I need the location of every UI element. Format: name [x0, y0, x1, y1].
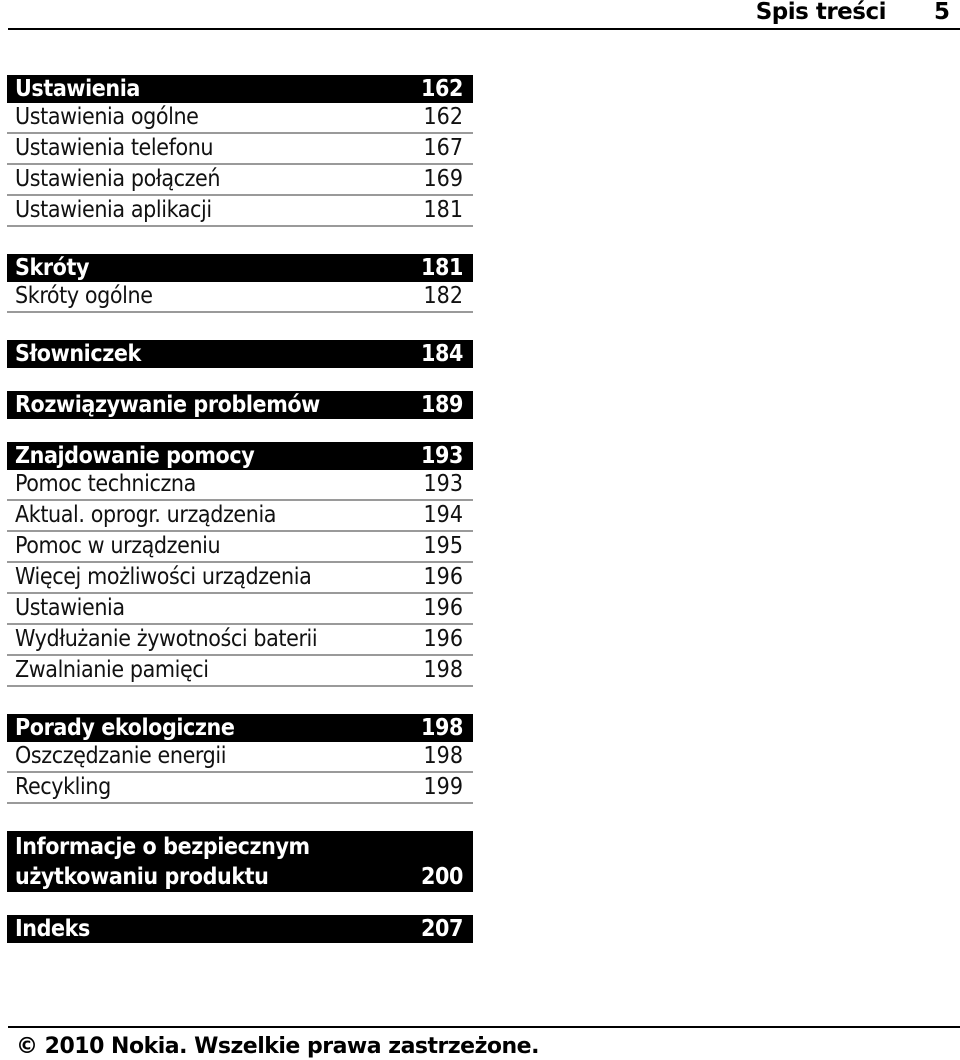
toc-heading-page: 184: [421, 341, 463, 367]
toc-heading-page: 181: [421, 255, 463, 281]
toc-entry-page: 194: [423, 502, 463, 528]
toc-entry-title: Ustawienia ogólne: [15, 104, 199, 130]
toc-entry-page: 193: [423, 471, 463, 497]
toc-section-porady-ekologiczne: [7, 714, 473, 804]
toc-heading[interactable]: [7, 915, 473, 943]
toc-section-rozwiazywanie-problemow: [7, 391, 473, 419]
toc-heading[interactable]: [7, 831, 473, 892]
toc-entry[interactable]: [7, 103, 473, 134]
toc-entry[interactable]: [7, 532, 473, 563]
toc-entry[interactable]: [7, 742, 473, 773]
toc-section-slowniczek: [7, 340, 473, 368]
toc-entry[interactable]: [7, 594, 473, 625]
toc-entry-title: Aktual. oprogr. urządzenia: [15, 502, 277, 528]
toc-heading-page: 162: [421, 76, 463, 102]
page-footer: [8, 1026, 960, 1059]
toc-entry-title: Zwalnianie pamięci: [15, 657, 209, 683]
toc-entry[interactable]: [7, 501, 473, 532]
toc-entry-title: Więcej możliwości urządzenia: [15, 564, 312, 590]
toc-entry-page: 195: [423, 533, 463, 559]
page-number: 5: [933, 0, 950, 25]
toc-section-skroty: [7, 254, 473, 313]
toc-entry[interactable]: [7, 563, 473, 594]
toc-heading-title: Rozwiązywanie problemów: [15, 392, 320, 418]
toc-entry-page: 196: [423, 595, 463, 621]
toc-entry-title: Ustawienia połączeń: [15, 166, 221, 192]
toc-heading[interactable]: [7, 442, 473, 470]
toc-heading-title: Ustawienia: [15, 76, 140, 102]
table-of-contents: [7, 75, 473, 970]
toc-entry-page: 182: [423, 283, 463, 309]
toc-heading-page: 200: [421, 864, 463, 890]
toc-entry-title: Pomoc techniczna: [15, 471, 196, 497]
toc-entry-title: Skróty ogólne: [15, 283, 153, 309]
toc-heading-title: Porady ekologiczne: [15, 715, 235, 741]
toc-entry-page: 181: [423, 197, 463, 223]
toc-heading-page: 198: [421, 715, 463, 741]
toc-entry-page: 199: [423, 774, 463, 800]
toc-entry-page: 196: [423, 564, 463, 590]
toc-entry-page: 167: [423, 135, 463, 161]
toc-heading-page: 207: [421, 916, 463, 942]
toc-entry-title: Wydłużanie żywotności baterii: [15, 626, 318, 652]
copyright-notice: © 2010 Nokia. Wszelkie prawa zastrzeżone.: [16, 1034, 539, 1059]
toc-entry-title: Oszczędzanie energii: [15, 743, 227, 769]
toc-entry[interactable]: [7, 282, 473, 313]
toc-heading-page: 189: [421, 392, 463, 418]
page-header-title: Spis treści: [755, 0, 886, 25]
toc-entry-page: 169: [423, 166, 463, 192]
toc-section-znajdowanie-pomocy: [7, 442, 473, 687]
toc-entry[interactable]: [7, 196, 473, 227]
toc-entry[interactable]: [7, 470, 473, 501]
toc-heading[interactable]: [7, 75, 473, 103]
toc-section-ustawienia: [7, 75, 473, 227]
toc-entry-page: 198: [423, 657, 463, 683]
toc-heading-title: Znajdowanie pomocy: [15, 443, 255, 469]
toc-entry-page: 198: [423, 743, 463, 769]
toc-entry-page: 162: [423, 104, 463, 130]
page-header: [8, 0, 960, 30]
toc-heading[interactable]: [7, 254, 473, 282]
toc-heading[interactable]: [7, 391, 473, 419]
toc-entry[interactable]: [7, 656, 473, 687]
toc-heading[interactable]: [7, 340, 473, 368]
toc-entry-title: Pomoc w urządzeniu: [15, 533, 221, 559]
toc-section-informacje-o-bezpiecznym-uzytkowaniu: [7, 831, 473, 892]
toc-entry-title: Recykling: [15, 774, 111, 800]
toc-heading-page: 193: [421, 443, 463, 469]
toc-entry[interactable]: [7, 134, 473, 165]
toc-section-indeks: [7, 915, 473, 943]
toc-entry-page: 196: [423, 626, 463, 652]
toc-heading-title: Skróty: [15, 255, 90, 281]
toc-heading[interactable]: [7, 714, 473, 742]
toc-heading-title: Informacje o bezpiecznym użytkowaniu produktu: [15, 834, 310, 890]
toc-entry-title: Ustawienia aplikacji: [15, 197, 212, 223]
toc-heading-title: Słowniczek: [15, 341, 141, 367]
toc-entry[interactable]: [7, 625, 473, 656]
toc-entry[interactable]: [7, 165, 473, 196]
toc-entry-title: Ustawienia telefonu: [15, 135, 214, 161]
toc-entry[interactable]: [7, 773, 473, 804]
toc-entry-title: Ustawienia: [15, 595, 125, 621]
toc-heading-title: Indeks: [15, 916, 90, 942]
